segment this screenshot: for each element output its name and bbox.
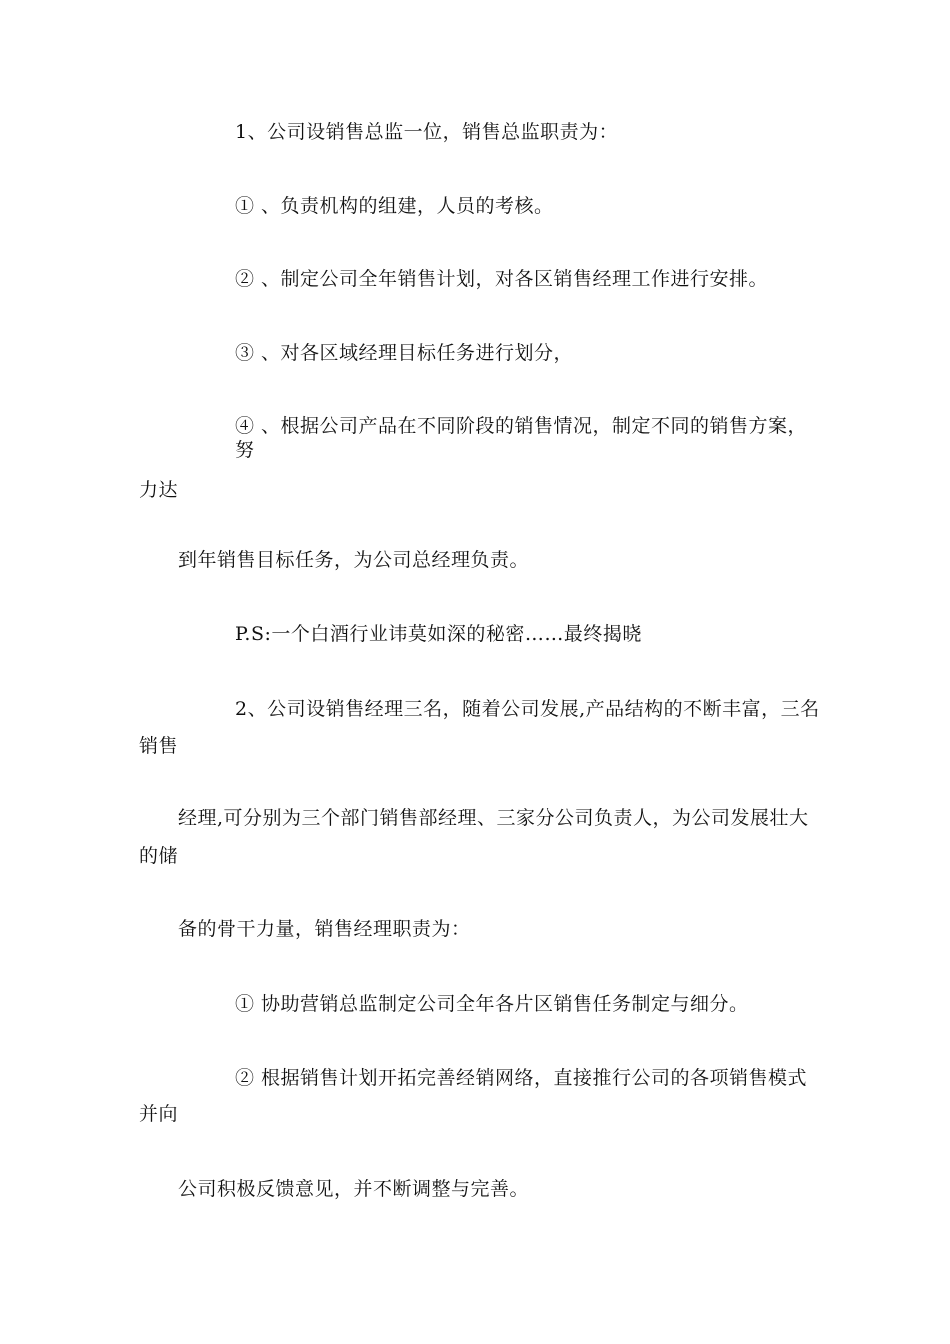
paragraph-line-6: 努 [235,439,255,461]
paragraph-line-2: ① 、负责机构的组建，人员的考核。 [235,195,554,217]
paragraph-line-15: ① 协助营销总监制定公司全年各片区销售任务制定与细分。 [235,993,749,1015]
paragraph-line-16: ② 根据销售计划开拓完善经销网络，直接推行公司的各项销售模式 [235,1067,808,1089]
paragraph-line-10: 2、公司设销售经理三名，随着公司发展,产品结构的不断丰富，三名 [235,698,820,720]
paragraph-line-9: P.S:一个白酒行业讳莫如深的秘密……最终揭晓 [235,623,642,645]
paragraph-line-8: 到年销售目标任务，为公司总经理负责。 [178,549,530,571]
paragraph-line-14: 备的骨干力量，销售经理职责为： [178,918,471,940]
paragraph-line-13: 的储 [139,845,179,867]
paragraph-line-12: 经理,可分别为三个部门销售部经理、三家分公司负责人，为公司发展壮大 [178,807,809,829]
paragraph-line-4: ③ 、对各区域经理目标任务进行划分， [235,342,574,364]
paragraph-line-5: ④ 、根据公司产品在不同阶段的销售情况，制定不同的销售方案， [235,415,808,437]
paragraph-line-1: 1、公司设销售总监一位，销售总监职责为： [235,121,619,143]
paragraph-line-18: 公司积极反馈意见，并不断调整与完善。 [178,1178,530,1200]
paragraph-line-7: 力达 [139,479,179,501]
paragraph-line-3: ② 、制定公司全年销售计划，对各区销售经理工作进行安排。 [235,268,769,290]
paragraph-line-17: 并向 [139,1103,179,1125]
paragraph-line-11: 销售 [139,735,179,757]
